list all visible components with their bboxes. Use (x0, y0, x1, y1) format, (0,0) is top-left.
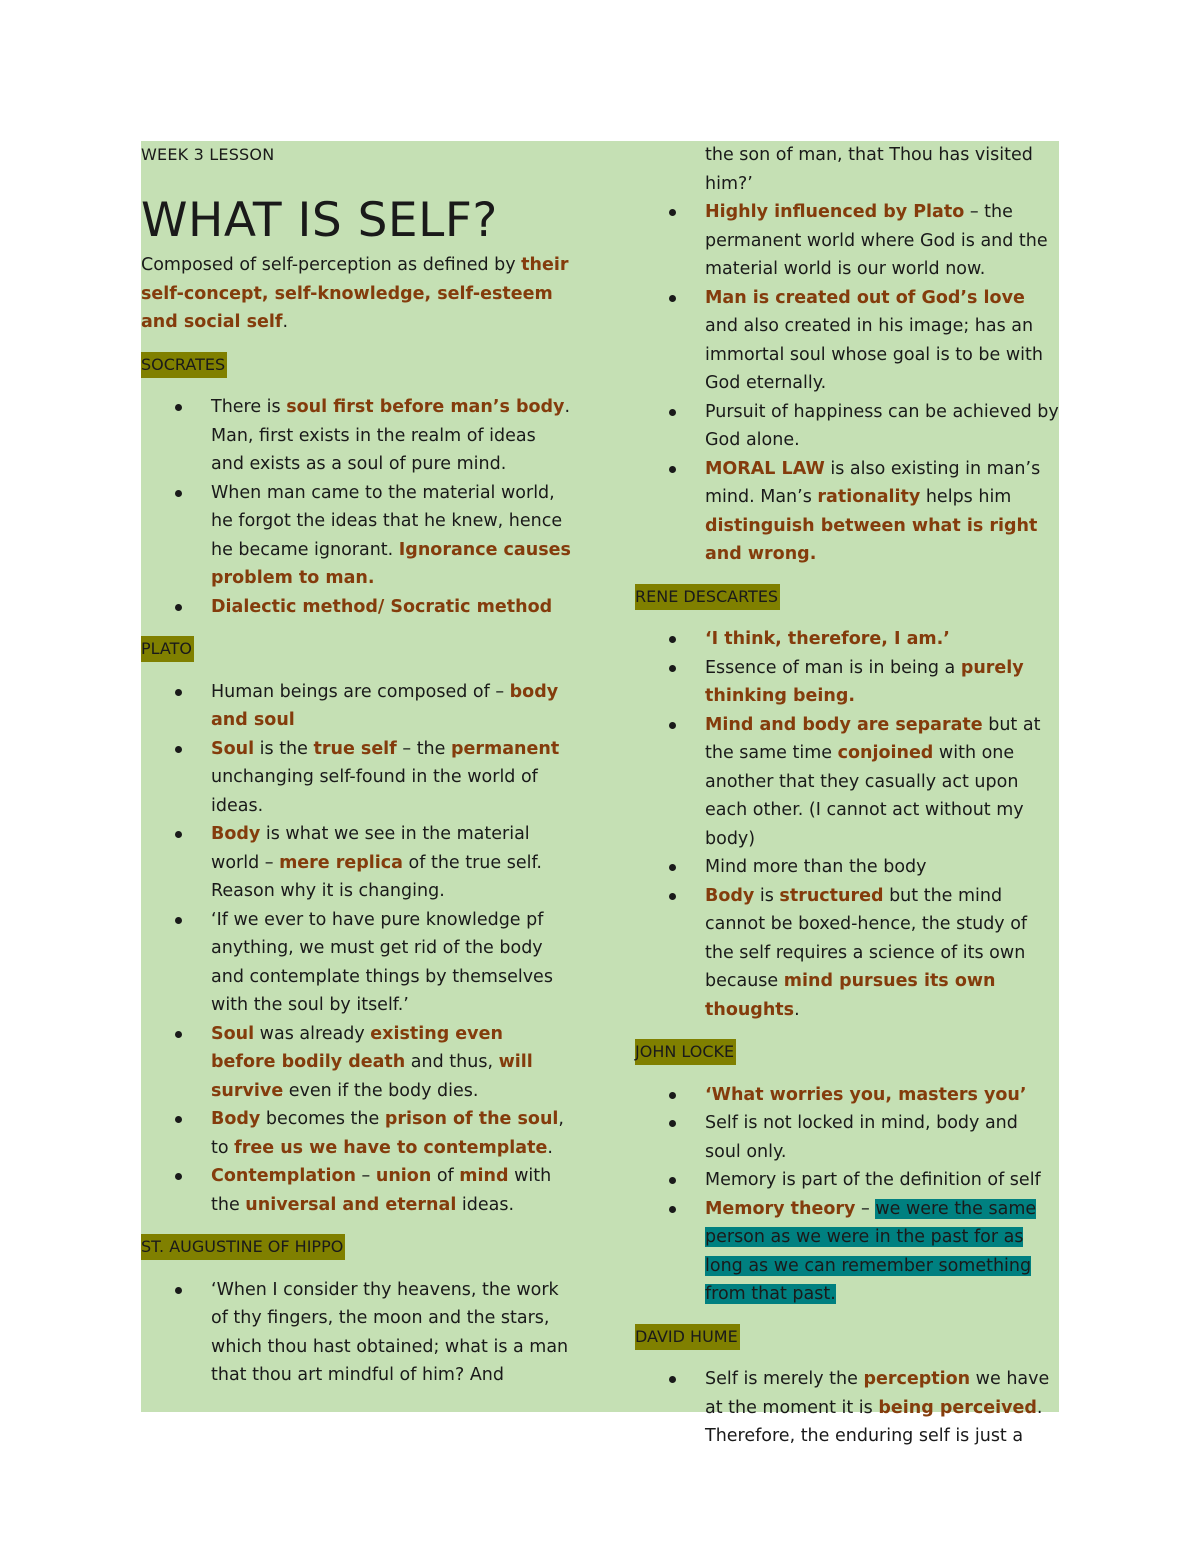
intro-highlight: their self-concept, self-knowledge, self-esteem and social self (141, 255, 569, 332)
list-item: Body is structured but the mind cannot be boxed-hence, the study of the self requires a science of its own because mind pursues its own thoughts. (635, 882, 1059, 1025)
section-heading-hume: DAVID HUME (635, 1324, 740, 1350)
list-item: There is soul first before man’s body. Man, first exists in the realm of ideas and exists as a soul of pure mind. (141, 393, 571, 479)
list-item: Memory is part of the definition of self (635, 1166, 1059, 1195)
list-item: Body is what we see in the material world – mere replica of the true self. Reason why it is changing. (141, 820, 571, 906)
list-item: ‘If we ever to have pure knowledge pf anything, we must get rid of the body and contemplate things by themselves with the soul by itself.’ (141, 906, 571, 1020)
list-item: Self is merely the perception we have at the moment it is being perceived. Therefore, the enduring self is just a (635, 1365, 1059, 1451)
list-item: Self is not locked in mind, body and soul only. (635, 1109, 1059, 1166)
augustine-list-continued (635, 198, 1059, 569)
right-column (635, 141, 1059, 1451)
list-item: Contemplation – union of mind with the universal and eternal ideas. (141, 1162, 571, 1219)
socrates-list (141, 393, 571, 621)
list-item: Body becomes the prison of the soul, to free us we have to contemplate. (141, 1105, 571, 1162)
intro-text: Composed of self-perception as defined by (141, 255, 522, 275)
page-title: WHAT IS SELF? (141, 193, 498, 248)
list-item: Soul is the true self – the permanent unchanging self-found in the world of ideas. (141, 735, 571, 821)
list-item: Human beings are composed of – body and soul (141, 678, 571, 735)
list-item: Mind more than the body (635, 853, 1059, 882)
intro-paragraph (141, 251, 571, 337)
hume-list (635, 1365, 1059, 1451)
plato-list (141, 678, 571, 1220)
section-heading-augustine: ST. AUGUSTINE OF HIPPO (141, 1234, 345, 1260)
list-item: ‘What worries you, masters you’ (635, 1081, 1059, 1110)
section-heading-locke: JOHN LOCKE (635, 1039, 736, 1065)
descartes-list (635, 625, 1059, 1024)
list-item: ‘When I consider thy heavens, the work of thy fingers, the moon and the stars, which thou hast obtained; what is a man that thou art mindful of him? And (141, 1276, 571, 1390)
list-item: When man came to the material world, he forgot the ideas that he knew, hence he became ignorant. Ignorance causes problem to man. (141, 479, 571, 593)
list-item: Essence of man is in being a purely thinking being. (635, 654, 1059, 711)
lesson-label: WEEK 3 LESSON (141, 145, 275, 164)
intro-end: . (282, 312, 289, 332)
list-item: Memory theory – we were the same person as we were in the past for as long as we can remember something from that past. (635, 1195, 1059, 1309)
list-item: Man is created out of God’s love and also created in his image; has an immortal soul whose goal is to be with God eternally. (635, 284, 1059, 398)
teal-highlight: we were the same person as we were in the past for as long as we can remember something from that past. (705, 1198, 1037, 1304)
continued-text: the son of man, that Thou has visited him?’ (705, 145, 1033, 194)
list-item: ‘I think, therefore, I am.’ (635, 625, 1059, 654)
list-item: Mind and body are separate but at the same time conjoined with one another that they casually act upon each other. (I cannot act without my body) (635, 711, 1059, 854)
augustine-list (141, 1276, 571, 1390)
list-item: MORAL LAW is also existing in man’s mind. Man’s rationality helps him distinguish between what is right and wrong. (635, 455, 1059, 569)
left-column (141, 141, 571, 1390)
section-heading-descartes: RENE DESCARTES (635, 584, 780, 610)
list-item: Soul was already existing even before bodily death and thus, will survive even if the body dies. (141, 1020, 571, 1106)
list-item: Highly influenced by Plato – the permanent world where God is and the material world is our world now. (635, 198, 1059, 284)
list-item: Dialectic method/ Socratic method (141, 593, 571, 622)
locke-list (635, 1081, 1059, 1309)
section-heading-plato: PLATO (141, 636, 194, 662)
list-item: Pursuit of happiness can be achieved by God alone. (635, 398, 1059, 455)
section-heading-socrates: SOCRATES (141, 352, 227, 378)
